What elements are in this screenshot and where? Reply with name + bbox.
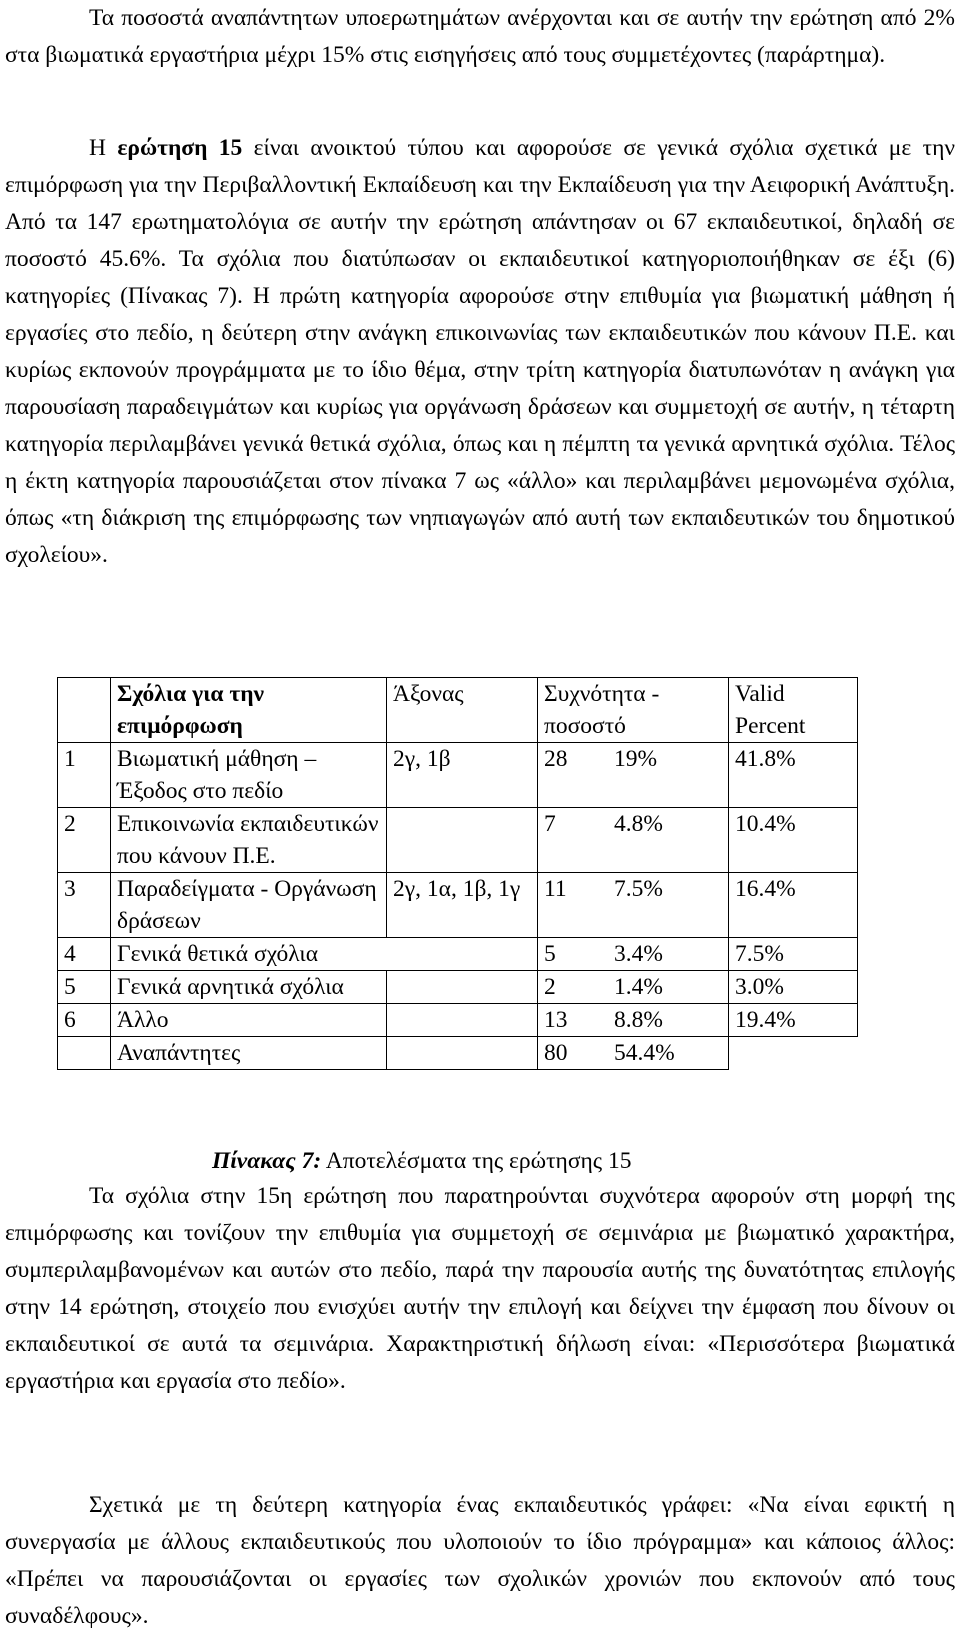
row-valid: 7.5% — [729, 938, 858, 971]
row-label: Γενικά αρνητικά σχόλια — [111, 971, 387, 1004]
row-valid: 16.4% — [729, 873, 858, 938]
row-frequency — [538, 873, 729, 938]
table-caption — [212, 1145, 631, 1177]
table-row — [58, 1004, 858, 1037]
row-num: 4 — [58, 938, 111, 971]
row-percent: 7.5% — [614, 876, 663, 902]
header-comments: Σχόλια για την επιμόρφωση — [111, 678, 387, 743]
p2-body: είναι ανοικτού τύπου και αφορούσε σε γενικά σχόλια σχετικά με την επιμόρφωση για την Περιβαλλοντική Εκπαίδευση και την Εκπαίδευση για την Αειφορική Ανάπτυξη. Από τα 147 ερωτηματολόγια σε αυτήν την ερώτηση απάντησαν οι 67 εκπαιδευτικοί, δηλαδή σε ποσοστό 45.6%. Τα σχόλια που διατύπωσαν οι εκπαιδευτικοί κατηγοριοποιήθηκαν σε έξι (6) κατηγορίες (Πίνακας 7). Η πρώτη κατηγορία αφορούσε στην επιθυμία για βιωματική μάθηση ή εργασίες στο πεδίο, η δεύτερη στην ανάγκη επικοινωνίας των εκπαιδευτικών που κάνουν Π.Ε. και κυρίως εκπονούν προγράμματα με το ίδιο θέμα, στην τρίτη κατηγορία διατυπωνόταν η ανάγκη για παρουσίαση παραδειγμάτων και κυρίως για οργάνωση δράσεων και συμμετοχή σε αυτήν, η τέταρτη κατηγορία περιλαμβάνει γενικά θετικά σχόλια, όπως και η πέμπτη τα γενικά αρνητικά σχόλια. Τέλος η έκτη κατηγορία παρουσιάζεται στον πίνακα 7 ως «άλλο» και περιλαμβάνει μεμονωμένα σχόλια, όπως «τη διάκριση της επιμόρφωσης των νηπιαγωγών από αυτή των εκπαιδευτικών του δημοτικού σχολείου». — [5, 135, 955, 568]
header-frequency: Συχνότητα - ποσοστό — [538, 678, 729, 743]
table-row — [58, 743, 858, 808]
row-valid: 41.8% — [729, 743, 858, 808]
row-frequency — [538, 1037, 729, 1070]
row-label: Βιωματική μάθηση – Έξοδος στο πεδίο — [111, 743, 387, 808]
caption-label: Πίνακας 7: — [212, 1148, 322, 1174]
row-num: 6 — [58, 1004, 111, 1037]
p2-prefix: Η — [89, 135, 118, 161]
row-label: Επικοινωνία εκπαιδευτικών που κάνουν Π.Ε. — [111, 808, 387, 873]
row-valid: 19.4% — [729, 1004, 858, 1037]
results-table — [57, 677, 858, 1070]
row-frequency — [538, 1004, 729, 1037]
row-axis — [387, 808, 538, 873]
row-percent: 8.8% — [614, 1007, 663, 1033]
row-num: 5 — [58, 971, 111, 1004]
row-frequency — [538, 938, 729, 971]
header-num-cell — [58, 678, 111, 743]
table-row — [58, 938, 858, 971]
row-axis-empty — [387, 1037, 538, 1070]
row-percent: 19% — [614, 746, 658, 772]
table-header-row — [58, 678, 858, 743]
table-row-unanswered — [58, 1037, 858, 1070]
table-row — [58, 971, 858, 1004]
row-count: 13 — [544, 1007, 568, 1033]
row-num: 1 — [58, 743, 111, 808]
paragraph-second-category: Σχετικά με τη δεύτερη κατηγορία ένας εκπαιδευτικός γράφει: «Να είναι εφικτή η συνεργασία με άλλους εκπαιδευτικούς που υλοποιούν το ίδιο πρόγραμμα» και κάποιος άλλος: «Πρέπει να παρουσιάζονται οι εργασίες των σχολικών χρονιών που εκπονούν από τους συναδέλφους». — [5, 1492, 955, 1629]
paragraph-frequent-comments: Τα σχόλια στην 15η ερώτηση που παρατηρούνται συχνότερα αφορούν στη μορφή της επιμόρφωσης και τονίζουν την επιθυμία για συμμετοχή σε σεμινάρια με βιωματικό χαρακτήρα, συμπεριλαμβανομένων και αυτών στο πεδίο, παρά την παρουσία αυτής της δυνατότητας επιλογής στην 14 ερώτηση, στοιχείο που ενισχύει αυτήν την επιλογή και δείχνει την έμφαση που δίνουν οι εκπαιδευτικοί σε αυτά τα σεμινάρια. Χαρακτηριστική δήλωση είναι: «Περισσότερα βιωματικά εργαστήρια και εργασία στο πεδίο». — [5, 1183, 955, 1394]
row-valid: 10.4% — [729, 808, 858, 873]
row-percent: 54.4% — [614, 1040, 675, 1066]
row-percent: 1.4% — [614, 974, 663, 1000]
row-label: Γενικά θετικά σχόλια — [111, 938, 538, 971]
header-valid-percent: Valid Percent — [729, 678, 858, 743]
table-row — [58, 808, 858, 873]
row-percent: 3.4% — [614, 941, 663, 967]
row-axis — [387, 971, 538, 1004]
row-count: 28 — [544, 746, 568, 772]
row-num: 2 — [58, 808, 111, 873]
row-count: 7 — [544, 811, 556, 837]
row-num-empty — [58, 1037, 111, 1070]
paragraph-question-15-description — [5, 130, 955, 574]
table-row — [58, 873, 858, 938]
row-count: 5 — [544, 941, 556, 967]
row-label: Άλλο — [111, 1004, 387, 1037]
row-num: 3 — [58, 873, 111, 938]
caption-text: Αποτελέσματα της ερώτησης 15 — [321, 1148, 632, 1174]
row-count: 2 — [544, 974, 556, 1000]
row-axis — [387, 1004, 538, 1037]
row-frequency — [538, 808, 729, 873]
row-percent: 4.8% — [614, 811, 663, 837]
row-axis: 2γ, 1β — [387, 743, 538, 808]
row-axis: 2γ, 1α, 1β, 1γ — [387, 873, 538, 938]
row-frequency — [538, 743, 729, 808]
row-valid: 3.0% — [729, 971, 858, 1004]
row-count: 80 — [544, 1040, 568, 1066]
header-axis: Άξονας — [387, 678, 538, 743]
p2-bold-question: ερώτηση 15 — [117, 135, 243, 161]
row-frequency — [538, 971, 729, 1004]
row-label: Παραδείγματα - Οργάνωση δράσεων — [111, 873, 387, 938]
row-label: Αναπάντητες — [111, 1037, 387, 1070]
row-count: 11 — [544, 876, 567, 902]
paragraph-unanswered-rates: Τα ποσοστά αναπάντητων υποερωτημάτων ανέρχονται και σε αυτήν την ερώτηση από 2% στα βιωματικά εργαστήρια μέχρι 15% στις εισηγήσεις από τους συμμετέχοντες (παράρτημα). — [5, 5, 955, 68]
